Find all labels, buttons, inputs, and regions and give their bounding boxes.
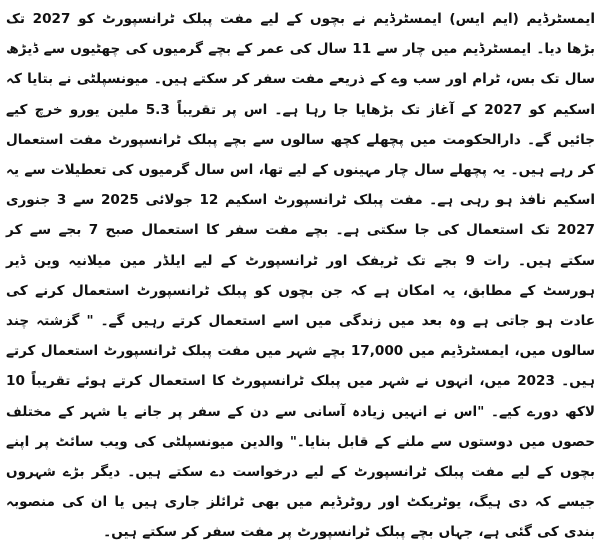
article-body: ایمسٹرڈیم (ایم ایس) ایمسٹرڈیم نے بچوں کے لیے مفت پبلک ٹرانسپورٹ کو 2027 تک بڑھا دیا۔ ایمسٹرڈیم میں چار سے 11 سال کی عمر کے بچے گرمیوں کی چھٹیوں سے ڈیڑھ سال تک بس، ٹرام اور سب وے کے ذریعے مفت سفر کر سکتے ہیں۔ میونسپلٹی نے بتایا کہ اسکیم کو 2027 کے آغاز تک بڑھایا جا رہا ہے۔ اس پر تقریباً 5.3 ملین یورو خرچ کیے جائیں گے۔ دارالحکومت میں پچھلے کچھ سالوں سے بچے پبلک ٹرانسپورٹ مفت استعمال کر رہے ہیں۔ یہ پچھلے سال چار مہینوں کے لیے تھا، اس سال گرمیوں کی تعطیلات سے یہ اسکیم نافذ ہو رہی ہے۔ مفت پبلک ٹرانسپورٹ اسکیم 12 جولائی 2025 سے 3 جنوری 2027 تک استعمال کی جا سکتی ہے۔ بچے مفت سفر کا استعمال صبح 7 بجے سے کر سکتے ہیں۔ رات 9 بجے تک ٹریفک اور ٹرانسپورٹ کے لیے ایلڈر مین میلانیہ وین ڈیر ہورسٹ کے مطابق، یہ امکان ہے کہ جن بچوں کو پبلک ٹرانسپورٹ استعمال کرنے کی عادت ہو جاتی ہے وہ بعد میں زندگی میں اسے استعمال کرتے رہیں گے۔ " گزشتہ چند سالوں میں، ایمسٹرڈیم میں 17,000 بچے شہر میں مفت پبلک ٹرانسپورٹ استعمال کرتے ہیں۔ 2023 میں، انہوں نے شہر میں پبلک ٹرانسپورٹ کا استعمال کرتے ہوئے تقریباً 10 لاکھ دورے کیے۔ "اس نے انہیں زیادہ آسانی سے دن کے سفر پر جانے یا شہر کے مختلف حصوں میں دوستوں سے ملنے کے قابل بنایا۔" والدین میونسپلٹی کی ویب سائٹ پر اپنے بچوں کے لیے مفت پبلک ٹرانسپورٹ کے لیے درخواست دے سکتے ہیں۔ دیگر بڑے شہروں جیسے کہ دی ہیگ، یوٹریکٹ اور روٹرڈیم میں بھی ٹرائلز جاری ہیں یا ان کی منصوبہ بندی کی گئی ہے، جہاں بچے پبلک ٹرانسپورٹ پر مفت سفر کر سکتے ہیں۔: [6, 11, 595, 541]
